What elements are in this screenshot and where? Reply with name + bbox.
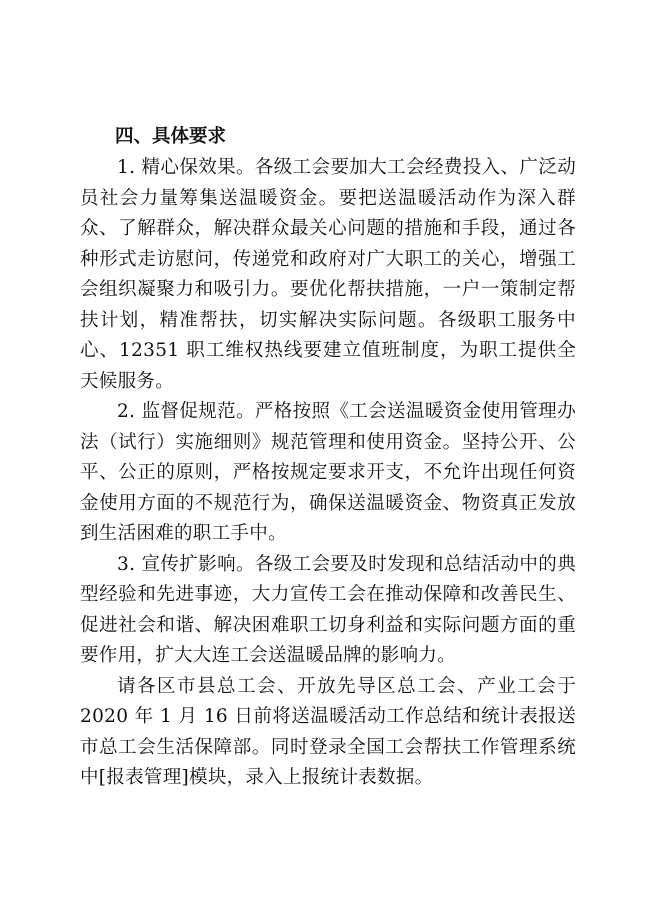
paragraph-4: 请各区市县总工会、开放先导区总工会、产业工会于 2020 年 1 月 16 日前将送温暖活动工作总结和统计表报送市总工会生活保障部。同时登录全国工会帮扶工作管理系统中[报表管理]模块，录入上报统计表数据。 (80, 675, 576, 788)
paragraph-2: 2. 监督促规范。严格按照《工会送温暖资金使用管理办法（试行）实施细则》规范管理和使用资金。坚持公开、公平、公正的原则，严格按规定要求开支，不允许出现任何资金使用方面的不规范行为，确保送温暖资金、物资真正发放到生活困难的职工手中。 (80, 401, 576, 544)
paragraph-3: 3. 宣传扩影响。各级工会要及时发现和总结活动中的典型经验和先进事迹，大力宣传工会在推动保障和改善民生、促进社会和谐、解决困难职工切身利益和实际问题方面的重要作用，扩大大连工会送温暖品牌的影响力。 (80, 553, 576, 666)
paragraph-1: 1. 精心保效果。各级工会要加大工会经费投入、广泛动员社会力量筹集送温暖资金。要把送温暖活动作为深入群众、了解群众，解决群众最关心问题的措施和手段，通过各种形式走访慰问，传递党和政府对广大职工的关心，增强工会组织凝聚力和吸引力。要优化帮扶措施，一户一策制定帮扶计划，精准帮扶，切实解决实际问题。各级职工服务中心、12351 职工维权热线要建立值班制度，为职工提供全天候服务。 (80, 157, 576, 392)
section-heading: 四、具体要求 (115, 126, 227, 147)
document-body (80, 121, 576, 794)
